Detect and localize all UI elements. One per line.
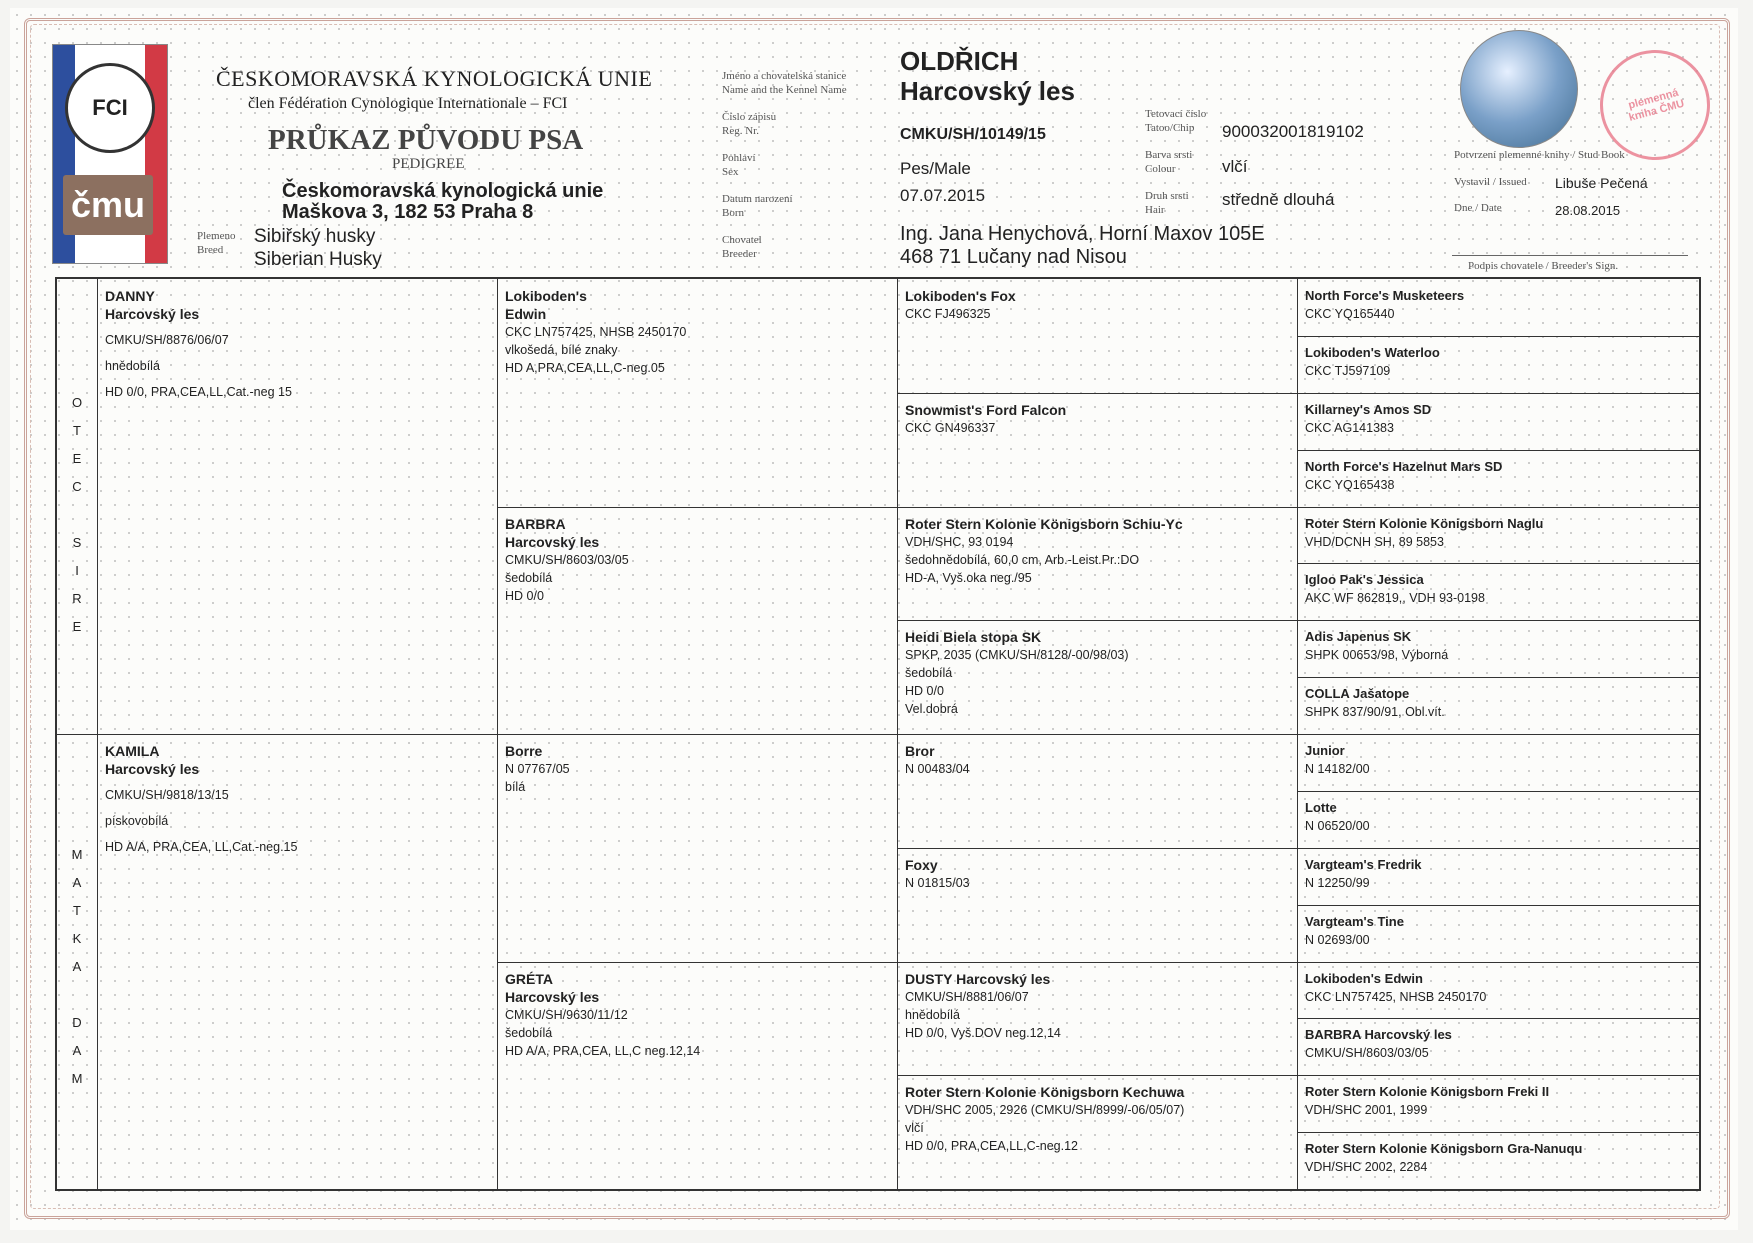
sex-label: Pohlaví Sex [722, 152, 756, 178]
row-divider [1297, 1075, 1699, 1076]
doc-title: PRŮKAZ PŮVODU PSA [268, 124, 584, 156]
dog-detail: CKC YQ165440 [1305, 307, 1395, 321]
dog-detail: CKC AG141383 [1305, 420, 1394, 435]
dog-detail: HD A/A, PRA,CEA, LL,C neg.12,14 [505, 1043, 701, 1058]
dog-detail: SHPK 00653/98, Výborná [1305, 648, 1449, 663]
great-great-grandparent-cell [1305, 1083, 1691, 1119]
breeder-address: 468 71 Lučany nad Nisou [900, 246, 1127, 268]
chip-value: 900032001819102 [1222, 122, 1364, 141]
date-label: Dne / Date [1454, 202, 1502, 214]
dog-detail: SHPK 837/90/91, Obl.vít. [1305, 705, 1445, 720]
dog-detail: bílá [505, 780, 526, 794]
dog-detail: HD 0/0, PRA,CEA,LL,C-neg.12 [905, 1139, 1078, 1154]
dog-name: Killarney's Amos SD [1305, 401, 1432, 417]
studbook-stamp: plemenná kniha ČMU [1588, 38, 1723, 173]
dog-name: North Force's Musketeers [1305, 288, 1465, 303]
dog-detail: vlčí [905, 1121, 924, 1136]
dog-name: Roter Stern Kolonie Königsborn Freki II [1305, 1084, 1550, 1100]
dog-name: Lokiboden's Edwin [1305, 970, 1423, 986]
grandparent-cell [505, 742, 889, 796]
dog-detail: VDH/SHC 2002, 2284 [1305, 1160, 1428, 1175]
dog-detail: CKC GN496337 [905, 420, 996, 435]
dog-detail: CMKU/SH/8603/03/05 [1305, 1046, 1429, 1061]
great-grandparent-cell [905, 401, 1289, 437]
row-divider [1297, 1132, 1699, 1133]
row-divider [1297, 507, 1699, 508]
great-great-grandparent-cell [1305, 799, 1691, 835]
dog-kennel: Harcovský les [900, 76, 1075, 106]
dog-name: Igloo Pak's Jessica [1305, 572, 1424, 588]
dog-detail: CKC FJ496325 [905, 307, 991, 321]
dog-detail: N 02693/00 [1305, 932, 1370, 947]
breed-value-en: Siberian Husky [254, 249, 382, 270]
great-great-grandparent-cell [1305, 856, 1691, 892]
hair-label: Druh srsti Hair [1145, 190, 1189, 216]
great-grandparent-cell [905, 742, 1289, 778]
dog-name: Roter Stern Kolonie Königsborn Gra-Nanuqu [1305, 1141, 1583, 1157]
row-divider [1297, 393, 1699, 394]
dog-detail: hnědobílá [905, 1007, 960, 1022]
dog-name: Lokiboden's Waterloo [1305, 344, 1440, 360]
dam-side-label: M A T K A D A M [71, 847, 83, 1086]
dog-name: KAMILA [105, 743, 160, 759]
dog-detail: HD A,PRA,CEA,LL,C-neg.05 [505, 361, 665, 375]
sire-dam-cell [105, 287, 489, 401]
grandparent-cell [505, 515, 889, 605]
dog-detail: šedohnědobílá, 60,0 cm, Arb.-Leist.Pr.:DO [905, 552, 1140, 567]
great-great-grandparent-cell [1305, 287, 1691, 323]
great-great-grandparent-cell [1305, 344, 1691, 380]
dog-detail: N 06520/00 [1305, 818, 1370, 833]
dog-detail: VDH/SHC, 93 0194 [905, 534, 1014, 549]
dog-kennel: Harcovský les [505, 533, 600, 550]
issued-label: Vystavil / Issued [1454, 176, 1527, 188]
dog-name: Snowmist's Ford Falcon [905, 401, 1067, 418]
grandparent-cell [505, 970, 889, 1060]
dog-detail: SPKP, 2035 (CMKU/SH/8128/-00/98/03) [905, 648, 1129, 663]
great-grandparent-cell [905, 970, 1289, 1042]
row-divider [1297, 1018, 1699, 1019]
row-divider [1297, 620, 1699, 621]
great-great-grandparent-cell [1305, 515, 1691, 551]
signature-line [1452, 255, 1688, 256]
signature-label: Podpis chovatele / Breeder's Sign. [1468, 260, 1619, 272]
hologram-seal [1460, 30, 1578, 148]
dog-detail: CMKU/SH/8603/03/05 [505, 552, 629, 567]
dog-detail: VDH/SHC 2001, 1999 [1305, 1103, 1428, 1118]
dog-name: Bror [905, 743, 935, 759]
dog-detail: HD 0/0 [505, 588, 544, 603]
great-grandparent-cell [905, 856, 1289, 892]
dog-detail: VDH/SHC 2005, 2926 (CMKU/SH/8999/-06/05/07) [905, 1103, 1185, 1118]
colour-value: vlčí [1222, 157, 1248, 176]
great-great-grandparent-cell [1305, 685, 1691, 721]
great-great-grandparent-cell [1305, 1140, 1691, 1176]
breed-value-cz: Sibiřský husky [254, 226, 376, 247]
dog-detail: N 14182/00 [1305, 762, 1370, 776]
dog-name: Roter Stern Kolonie Königsborn Schiu-Yc [905, 515, 1183, 532]
dog-name: Vargteam's Tine [1305, 913, 1404, 929]
dog-name: Vargteam's Fredrik [1305, 856, 1422, 872]
great-great-grandparent-cell [1305, 742, 1691, 778]
dog-kennel: Harcovský les [105, 761, 200, 777]
studbook-confirm: Potvrzení plemenné knihy / Stud Book [1454, 149, 1625, 161]
dog-detail: N 01815/03 [905, 875, 970, 890]
reg-label: Číslo zápisu Reg. Nr. [722, 111, 777, 137]
dog-detail: šedobílá [505, 1025, 553, 1040]
dog-detail: N 07767/05 [505, 762, 570, 776]
dog-detail: CKC TJ597109 [1305, 363, 1391, 378]
dog-name: Roter Stern Kolonie Königsborn Kechuwa [905, 1084, 1185, 1101]
row-divider [1297, 563, 1699, 564]
dog-detail: vlkošedá, bílé znaky [505, 343, 618, 357]
date-value: 28.08.2015 [1555, 203, 1621, 218]
name-label: Jméno a chovatelská stanice Name and the Kennel Name [722, 70, 847, 96]
dog-name: GRÉTA [505, 970, 553, 987]
row-divider [1297, 677, 1699, 678]
row-divider [1297, 848, 1699, 849]
great-great-grandparent-cell [1305, 401, 1691, 437]
dog-name: Heidi Biela stopa SK [905, 629, 1042, 646]
great-great-grandparent-cell [1305, 458, 1691, 494]
dog-detail: šedobílá [505, 570, 553, 585]
issued-value: Libuše Pečená [1555, 175, 1648, 191]
dog-name: BARBRA Harcovský les [1305, 1027, 1452, 1043]
pedigree-table [55, 277, 1701, 1191]
dog-detail: CKC LN757425, NHSB 2450170 [505, 325, 687, 339]
colour-label: Barva srsti Colour [1145, 149, 1193, 175]
org-address: Maškova 3, 182 53 Praha 8 [282, 201, 534, 223]
dog-name: BARBRA [505, 515, 566, 532]
dog-detail: CMKU/SH/9818/13/15 [105, 788, 229, 802]
dog-kennel: Edwin [505, 306, 547, 322]
born-label: Datum narození Born [722, 193, 793, 219]
great-great-grandparent-cell [1305, 628, 1691, 664]
org-name: Českomoravská kynologická unie [282, 180, 604, 202]
great-grandparent-cell [905, 1083, 1289, 1155]
sire-side-label: O T E C S I R E [71, 395, 83, 634]
grandparent-cell [505, 287, 889, 377]
dog-name: COLLA Jašatope [1305, 686, 1410, 702]
born-value: 07.07.2015 [900, 186, 986, 205]
doc-subtitle: PEDIGREE [392, 156, 465, 172]
dog-detail: CMKU/SH/8881/06/07 [905, 989, 1029, 1004]
dog-detail: N 00483/04 [905, 762, 970, 776]
row-divider [1297, 962, 1699, 963]
great-grandparent-cell [905, 287, 1289, 323]
dog-name: Adis Japenus SK [1305, 629, 1412, 645]
sex-value: Pes/Male [900, 159, 971, 178]
fci-cmu-logo [52, 44, 168, 264]
dog-detail: AKC WF 862819,, VDH 93-0198 [1305, 591, 1485, 606]
dog-detail: VHD/DCNH SH, 89 5853 [1305, 534, 1444, 549]
org-title: ČESKOMORAVSKÁ KYNOLOGICKÁ UNIE [216, 66, 653, 91]
dog-detail: CKC LN757425, NHSB 2450170 [1305, 989, 1487, 1004]
dog-detail: hnědobílá [105, 359, 160, 373]
row-divider [1297, 791, 1699, 792]
sire-dam-cell [105, 742, 489, 856]
dog-name: North Force's Hazelnut Mars SD [1305, 458, 1503, 474]
dog-detail: CMKU/SH/9630/11/12 [505, 1007, 628, 1022]
row-divider [1297, 336, 1699, 337]
dog-detail: HD A/A, PRA,CEA, LL,Cat.-neg.15 [105, 840, 298, 854]
dog-name: Junior [1305, 743, 1345, 758]
dog-name: DUSTY Harcovský les [905, 970, 1051, 987]
great-grandparent-cell [905, 628, 1289, 718]
great-great-grandparent-cell [1305, 970, 1691, 1006]
great-great-grandparent-cell [1305, 1026, 1691, 1062]
dog-detail: pískovobílá [105, 814, 169, 828]
breeder-label: Chovatel Breeder [722, 234, 762, 260]
dog-name: DANNY [105, 288, 155, 304]
dog-name: Borre [505, 743, 543, 759]
dog-detail: HD 0/0, Vyš.DOV neg.12,14 [905, 1025, 1061, 1040]
dog-detail: CKC YQ165438 [1305, 477, 1395, 492]
cmu-emblem: čmu [63, 175, 153, 235]
dog-name: Lokiboden's [505, 288, 587, 304]
dog-name: Lotte [1305, 799, 1337, 815]
fci-emblem: FCI [65, 63, 155, 153]
org-subtitle: člen Fédération Cynologique Internationale – FCI [248, 95, 568, 112]
dog-name: Foxy [905, 856, 938, 873]
dog-detail: HD-A, Vyš.oka neg./95 [905, 570, 1032, 585]
dog-name: Roter Stern Kolonie Königsborn Naglu [1305, 515, 1544, 531]
dog-name: OLDŘICH [900, 46, 1019, 76]
breeder-name: Ing. Jana Henychová, Horní Maxov 105E [900, 223, 1265, 245]
dog-detail: N 12250/99 [1305, 875, 1370, 890]
dog-detail: HD 0/0, PRA,CEA,LL,Cat.-neg 15 [105, 385, 292, 399]
dog-name: Lokiboden's Fox [905, 288, 1016, 304]
row-divider [1297, 734, 1699, 735]
chip-label: Tetovací číslo Tatoo/Chip [1145, 108, 1207, 134]
reg-number: CMKU/SH/10149/15 [900, 126, 1046, 143]
hair-value: středně dlouhá [1222, 190, 1335, 209]
dog-detail: HD 0/0 [905, 684, 944, 699]
great-grandparent-cell [905, 515, 1289, 587]
great-great-grandparent-cell [1305, 913, 1691, 949]
row-divider [1297, 905, 1699, 906]
dog-detail: CMKU/SH/8876/06/07 [105, 333, 229, 347]
dog-detail: Vel.dobrá [905, 702, 958, 717]
great-great-grandparent-cell [1305, 571, 1691, 607]
dog-detail: šedobílá [905, 666, 953, 681]
row-divider [1297, 450, 1699, 451]
dog-kennel: Harcovský les [105, 306, 200, 322]
breed-label: Plemeno Breed [197, 230, 236, 256]
dog-kennel: Harcovský les [505, 988, 600, 1005]
